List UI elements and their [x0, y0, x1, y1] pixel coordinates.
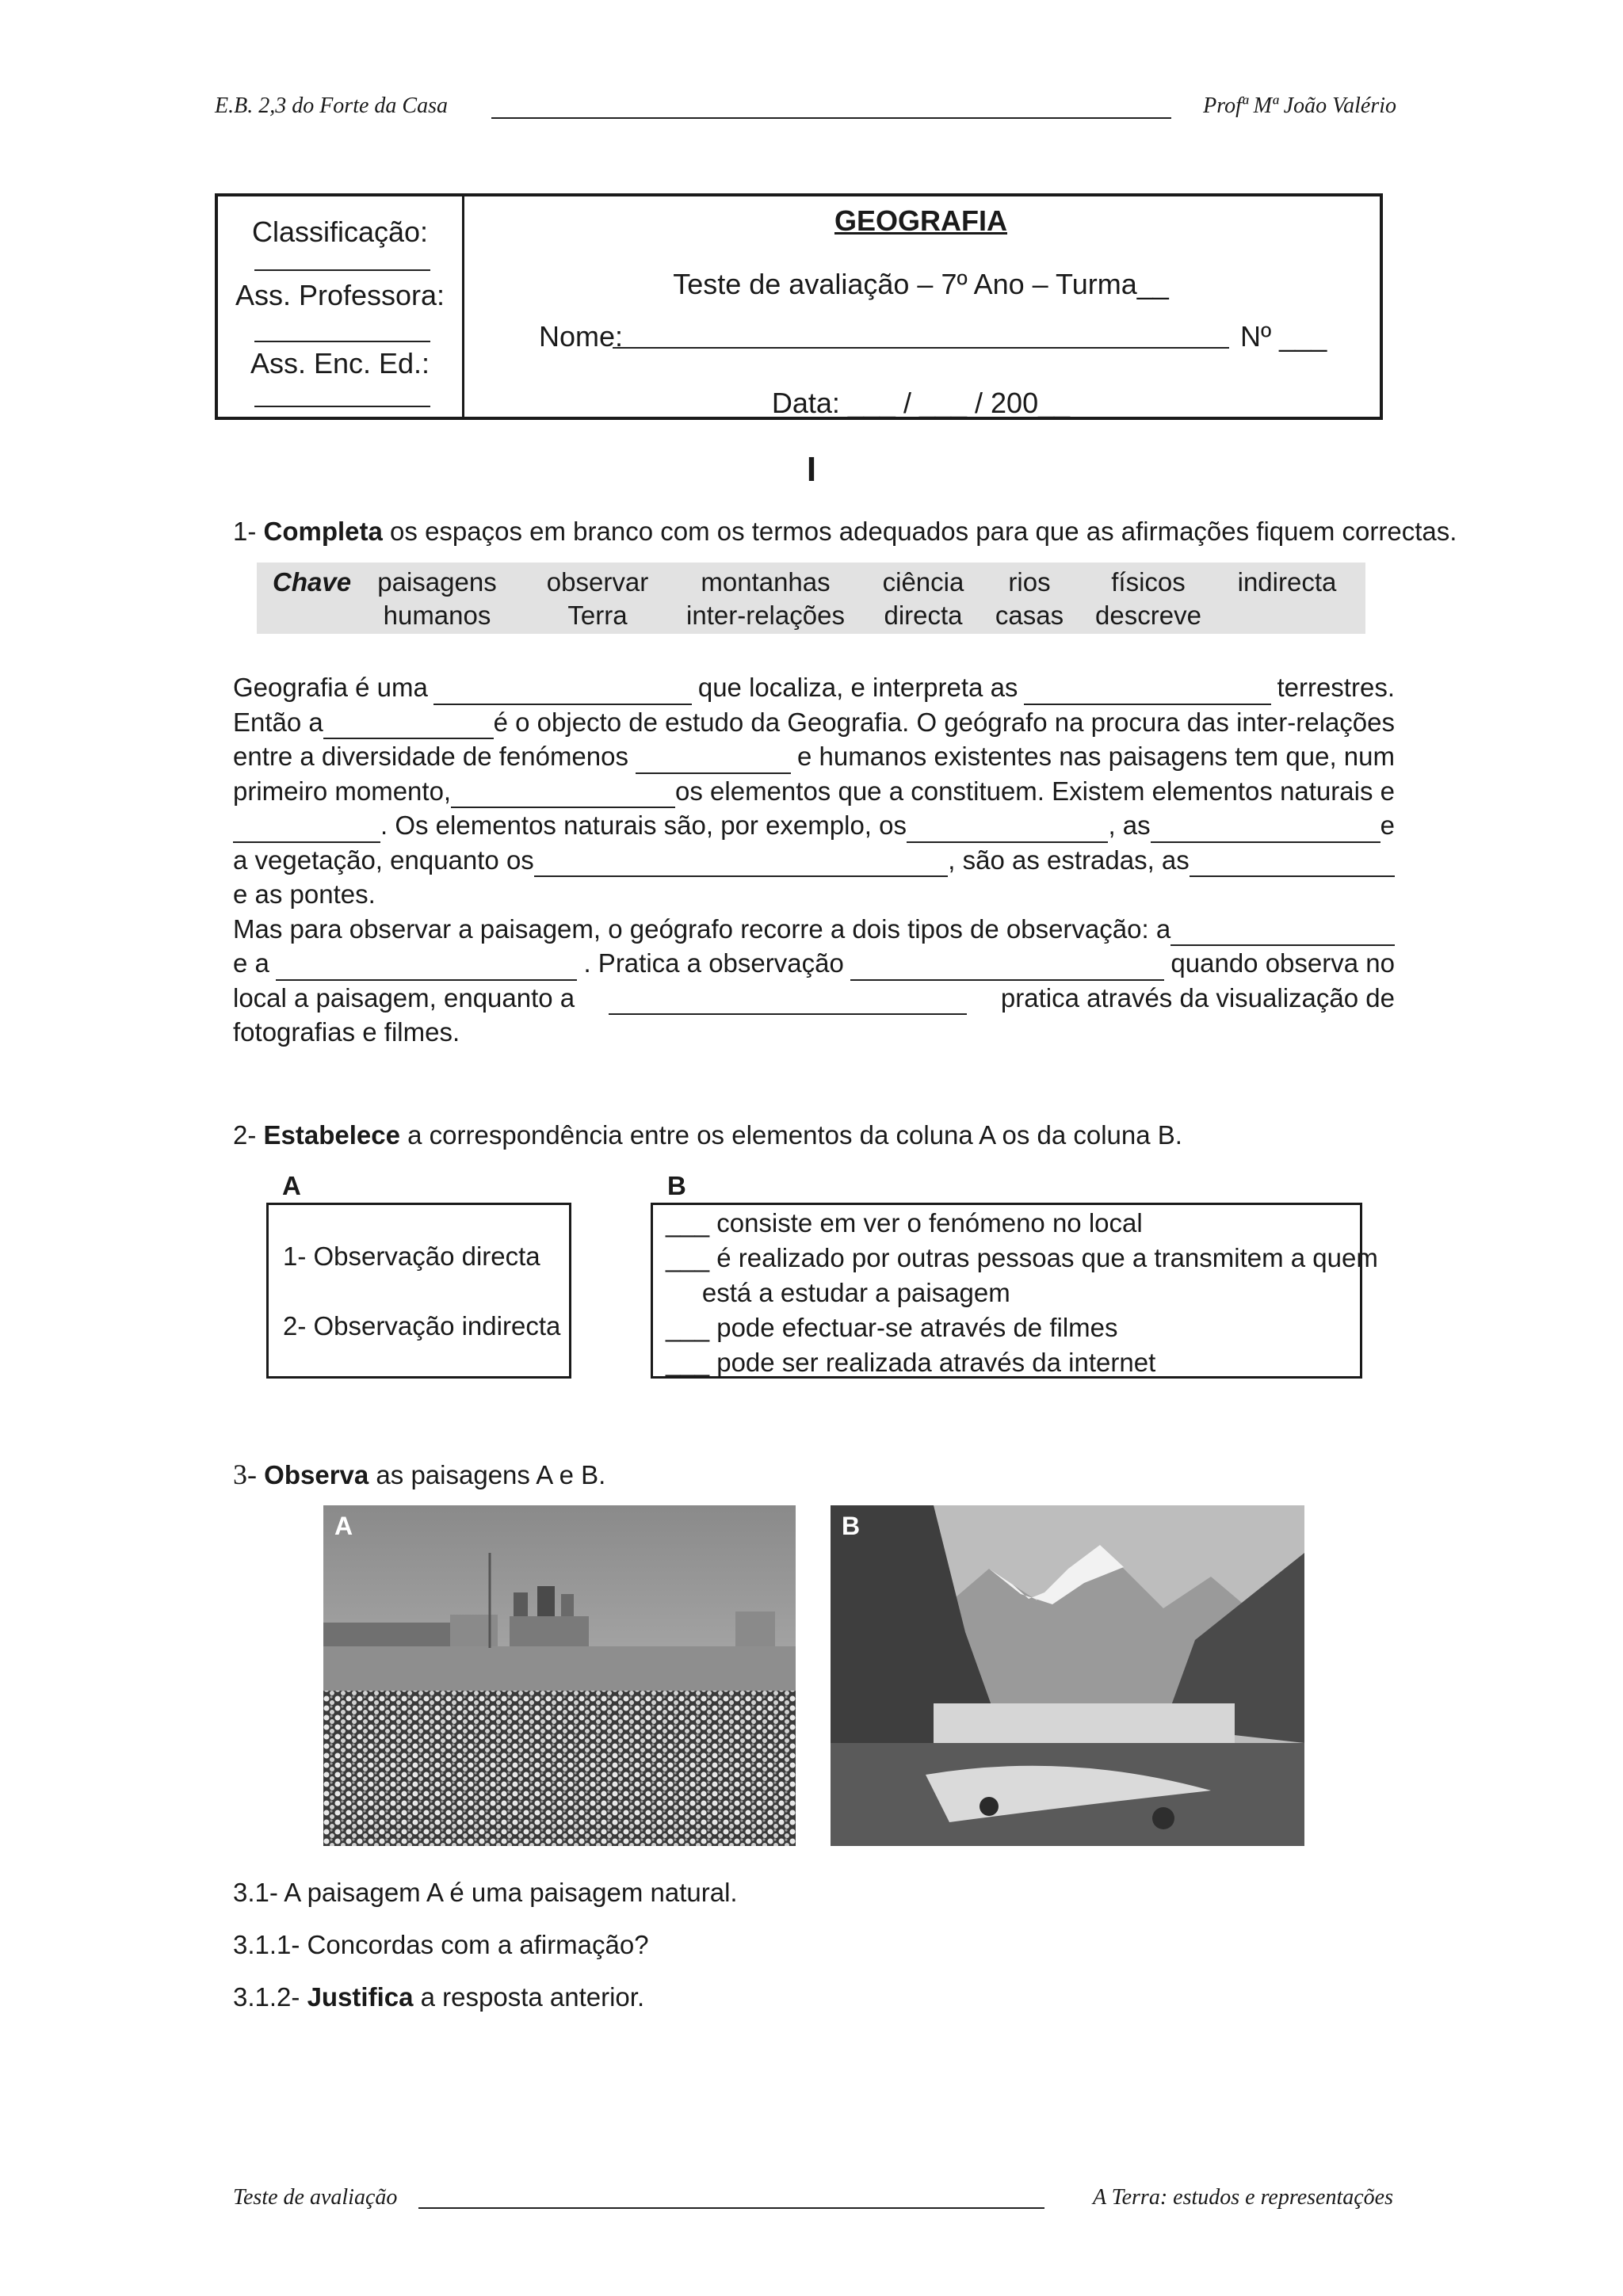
- blank-field[interactable]: [850, 955, 1164, 981]
- q3-1: 3.1- A paisagem A é uma paisagem natural.: [233, 1878, 738, 1907]
- chave-word: inter-relações: [686, 601, 845, 630]
- header-teacher: Profª Mª João Valério: [1203, 93, 1396, 118]
- text-run: . Pratica a observação: [583, 948, 844, 978]
- text-run: , são as estradas, as: [948, 845, 1190, 875]
- chave-word: paisagens: [377, 567, 497, 597]
- col-a-item: 1- Observação directa: [283, 1241, 540, 1271]
- chave-word: directa: [884, 601, 963, 630]
- photo-b-natural-landscape: [831, 1505, 1304, 1846]
- classificacao-label: Classificação:: [251, 215, 429, 248]
- paragraph-line: [233, 912, 1395, 947]
- text-run: Geografia é uma: [233, 673, 428, 702]
- photo-a-label: A: [334, 1512, 353, 1540]
- q2-number: 2-: [233, 1120, 257, 1150]
- test-title: Teste de avaliação – 7º Ano – Turma__: [673, 268, 1169, 300]
- chave-label: Chave: [273, 567, 352, 597]
- chave-word: indirecta: [1237, 567, 1337, 597]
- paragraph-line: [233, 670, 1395, 705]
- chave-word: descreve: [1095, 601, 1201, 630]
- text-run: , as: [1108, 810, 1151, 840]
- blank-field[interactable]: [233, 818, 380, 843]
- q2-prompt: [233, 1120, 1182, 1150]
- blank-field[interactable]: [1151, 818, 1381, 843]
- paragraph-line: [233, 774, 1395, 809]
- col-b-item: ___ é realizado por outras pessoas que a transmitem a quem: [666, 1243, 1378, 1272]
- chave-word: casas: [995, 601, 1064, 630]
- ass-professora-label: Ass. Professora:: [235, 279, 445, 311]
- nome-label: Nome:: [539, 320, 624, 353]
- q3-1-2-number: 3.1.2-: [233, 1982, 300, 2012]
- paragraph-line: [233, 946, 1395, 981]
- footer-left: Teste de avaliação: [233, 2185, 398, 2210]
- q3-1-2: [233, 1982, 644, 2012]
- paragraph-line: [233, 877, 1395, 912]
- text-run: pratica através da visualização de: [1000, 982, 1395, 1013]
- ass-enc-ed-label: Ass. Enc. Ed.:: [250, 347, 430, 379]
- blank-field[interactable]: [1190, 852, 1395, 877]
- date-line: Data: ___ / ___ / 200__: [771, 387, 1071, 419]
- header-rule: [491, 117, 1171, 119]
- text-run: é o objecto de estudo da Geografia. O geógrafo na procura das inter-relações: [493, 707, 1395, 737]
- col-b-title: B: [667, 1171, 686, 1200]
- chave-word: Terra: [567, 601, 628, 630]
- text-run: primeiro momento,: [233, 776, 452, 806]
- paragraph-line: [233, 808, 1395, 843]
- photo-b-graphic: [831, 1505, 1304, 1846]
- col-b-item: está a estudar a paisagem: [666, 1278, 1010, 1307]
- classificacao-field[interactable]: [254, 269, 430, 271]
- photo-a-urban-landscape: [323, 1505, 796, 1846]
- photo-a-graphic: [323, 1505, 796, 1846]
- blank-field[interactable]: [609, 990, 967, 1015]
- nome-field[interactable]: [613, 347, 1229, 349]
- col-b-item: ___ consiste em ver o fenómeno no local: [666, 1208, 1143, 1238]
- column-a-box: [266, 1203, 571, 1379]
- photo-b-label: B: [842, 1512, 861, 1540]
- ass-enc-ed-field[interactable]: [254, 406, 430, 407]
- paragraph-line: [233, 739, 1395, 774]
- q1-text: os espaços em branco com os termos adequados para que as afirmações fiquem correctas.: [382, 517, 1457, 546]
- q3-1-2-verb: Justifica: [307, 1982, 414, 2012]
- text-run: fotografias e filmes.: [233, 1017, 460, 1047]
- blank-field[interactable]: [323, 714, 494, 739]
- chave-word: montanhas: [701, 567, 831, 597]
- q3-prompt: [233, 1458, 605, 1491]
- chave-word: rios: [1008, 567, 1051, 597]
- numero-label: Nº ___: [1240, 320, 1327, 353]
- q3-1-1: 3.1.1- Concordas com a afirmação?: [233, 1930, 649, 1959]
- blank-field[interactable]: [1024, 680, 1271, 705]
- blank-field[interactable]: [907, 818, 1108, 843]
- text-run: local a paisagem, enquanto a: [233, 982, 575, 1013]
- chave-word: físicos: [1111, 567, 1186, 597]
- q3-text: as paisagens A e B.: [369, 1460, 606, 1489]
- chave-word: humanos: [383, 601, 491, 630]
- footer-rule: [418, 2207, 1044, 2209]
- paragraph-line: [233, 981, 1395, 1016]
- col-a-item: 2- Observação indirecta: [283, 1311, 561, 1341]
- text-run: a vegetação, enquanto os: [233, 845, 534, 875]
- header-school: E.B. 2,3 do Forte da Casa: [215, 93, 448, 118]
- q1-number: 1-: [233, 517, 257, 546]
- chave-word: ciência: [882, 567, 964, 597]
- text-run: quando observa no: [1170, 948, 1395, 978]
- q1-prompt: [233, 517, 1457, 547]
- footer-right: A Terra: estudos e representações: [1093, 2185, 1393, 2210]
- text-run: que localiza, e interpreta as: [697, 673, 1018, 702]
- section-numeral: I: [806, 450, 817, 489]
- blank-field[interactable]: [451, 783, 675, 808]
- text-run: Mas para observar a paisagem, o geógrafo recorre a dois tipos de observação: a: [233, 913, 1171, 944]
- text-run: . Os elementos naturais são, por exemplo, os: [380, 810, 907, 840]
- q1-paragraph: [233, 670, 1395, 1050]
- q1-verb: Completa: [263, 517, 383, 546]
- text-run: entre a diversidade de fenómenos: [233, 742, 628, 771]
- text-run: e humanos existentes nas paisagens tem que, num: [797, 742, 1395, 771]
- text-run: e: [1380, 810, 1395, 840]
- col-a-title: A: [282, 1171, 301, 1200]
- chave-word: observar: [546, 567, 649, 597]
- blank-field[interactable]: [1170, 921, 1395, 946]
- q2-verb: Estabelece: [263, 1120, 400, 1150]
- text-run: terrestres.: [1277, 673, 1395, 702]
- column-b-box: [651, 1203, 1378, 1379]
- q3-verb: Observa: [264, 1460, 369, 1489]
- chave-box: [257, 563, 1365, 634]
- paragraph-line: [233, 1015, 1395, 1050]
- text-run: os elementos que a constituem. Existem elementos naturais e: [675, 776, 1395, 806]
- text-run: Então a: [233, 707, 323, 737]
- subject-title: GEOGRAFIA: [834, 204, 1007, 237]
- q3-1-2-text: a resposta anterior.: [413, 1982, 645, 2012]
- blank-field[interactable]: [433, 680, 692, 705]
- text-run: e a: [233, 948, 269, 978]
- q2-text: a correspondência entre os elementos da coluna A os da coluna B.: [399, 1120, 1182, 1150]
- blank-field[interactable]: [276, 955, 577, 981]
- info-box: [215, 193, 1383, 420]
- ass-professora-field[interactable]: [254, 341, 430, 342]
- text-run: e as pontes.: [233, 879, 376, 909]
- col-b-item: ___ pode ser realizada através da internet: [666, 1348, 1156, 1377]
- paragraph-line: [233, 705, 1395, 740]
- q3-number: 3-: [233, 1459, 257, 1490]
- paragraph-line: [233, 843, 1395, 878]
- blank-field[interactable]: [636, 749, 791, 774]
- blank-field[interactable]: [534, 852, 948, 877]
- col-b-item: ___ pode efectuar-se através de filmes: [666, 1313, 1118, 1342]
